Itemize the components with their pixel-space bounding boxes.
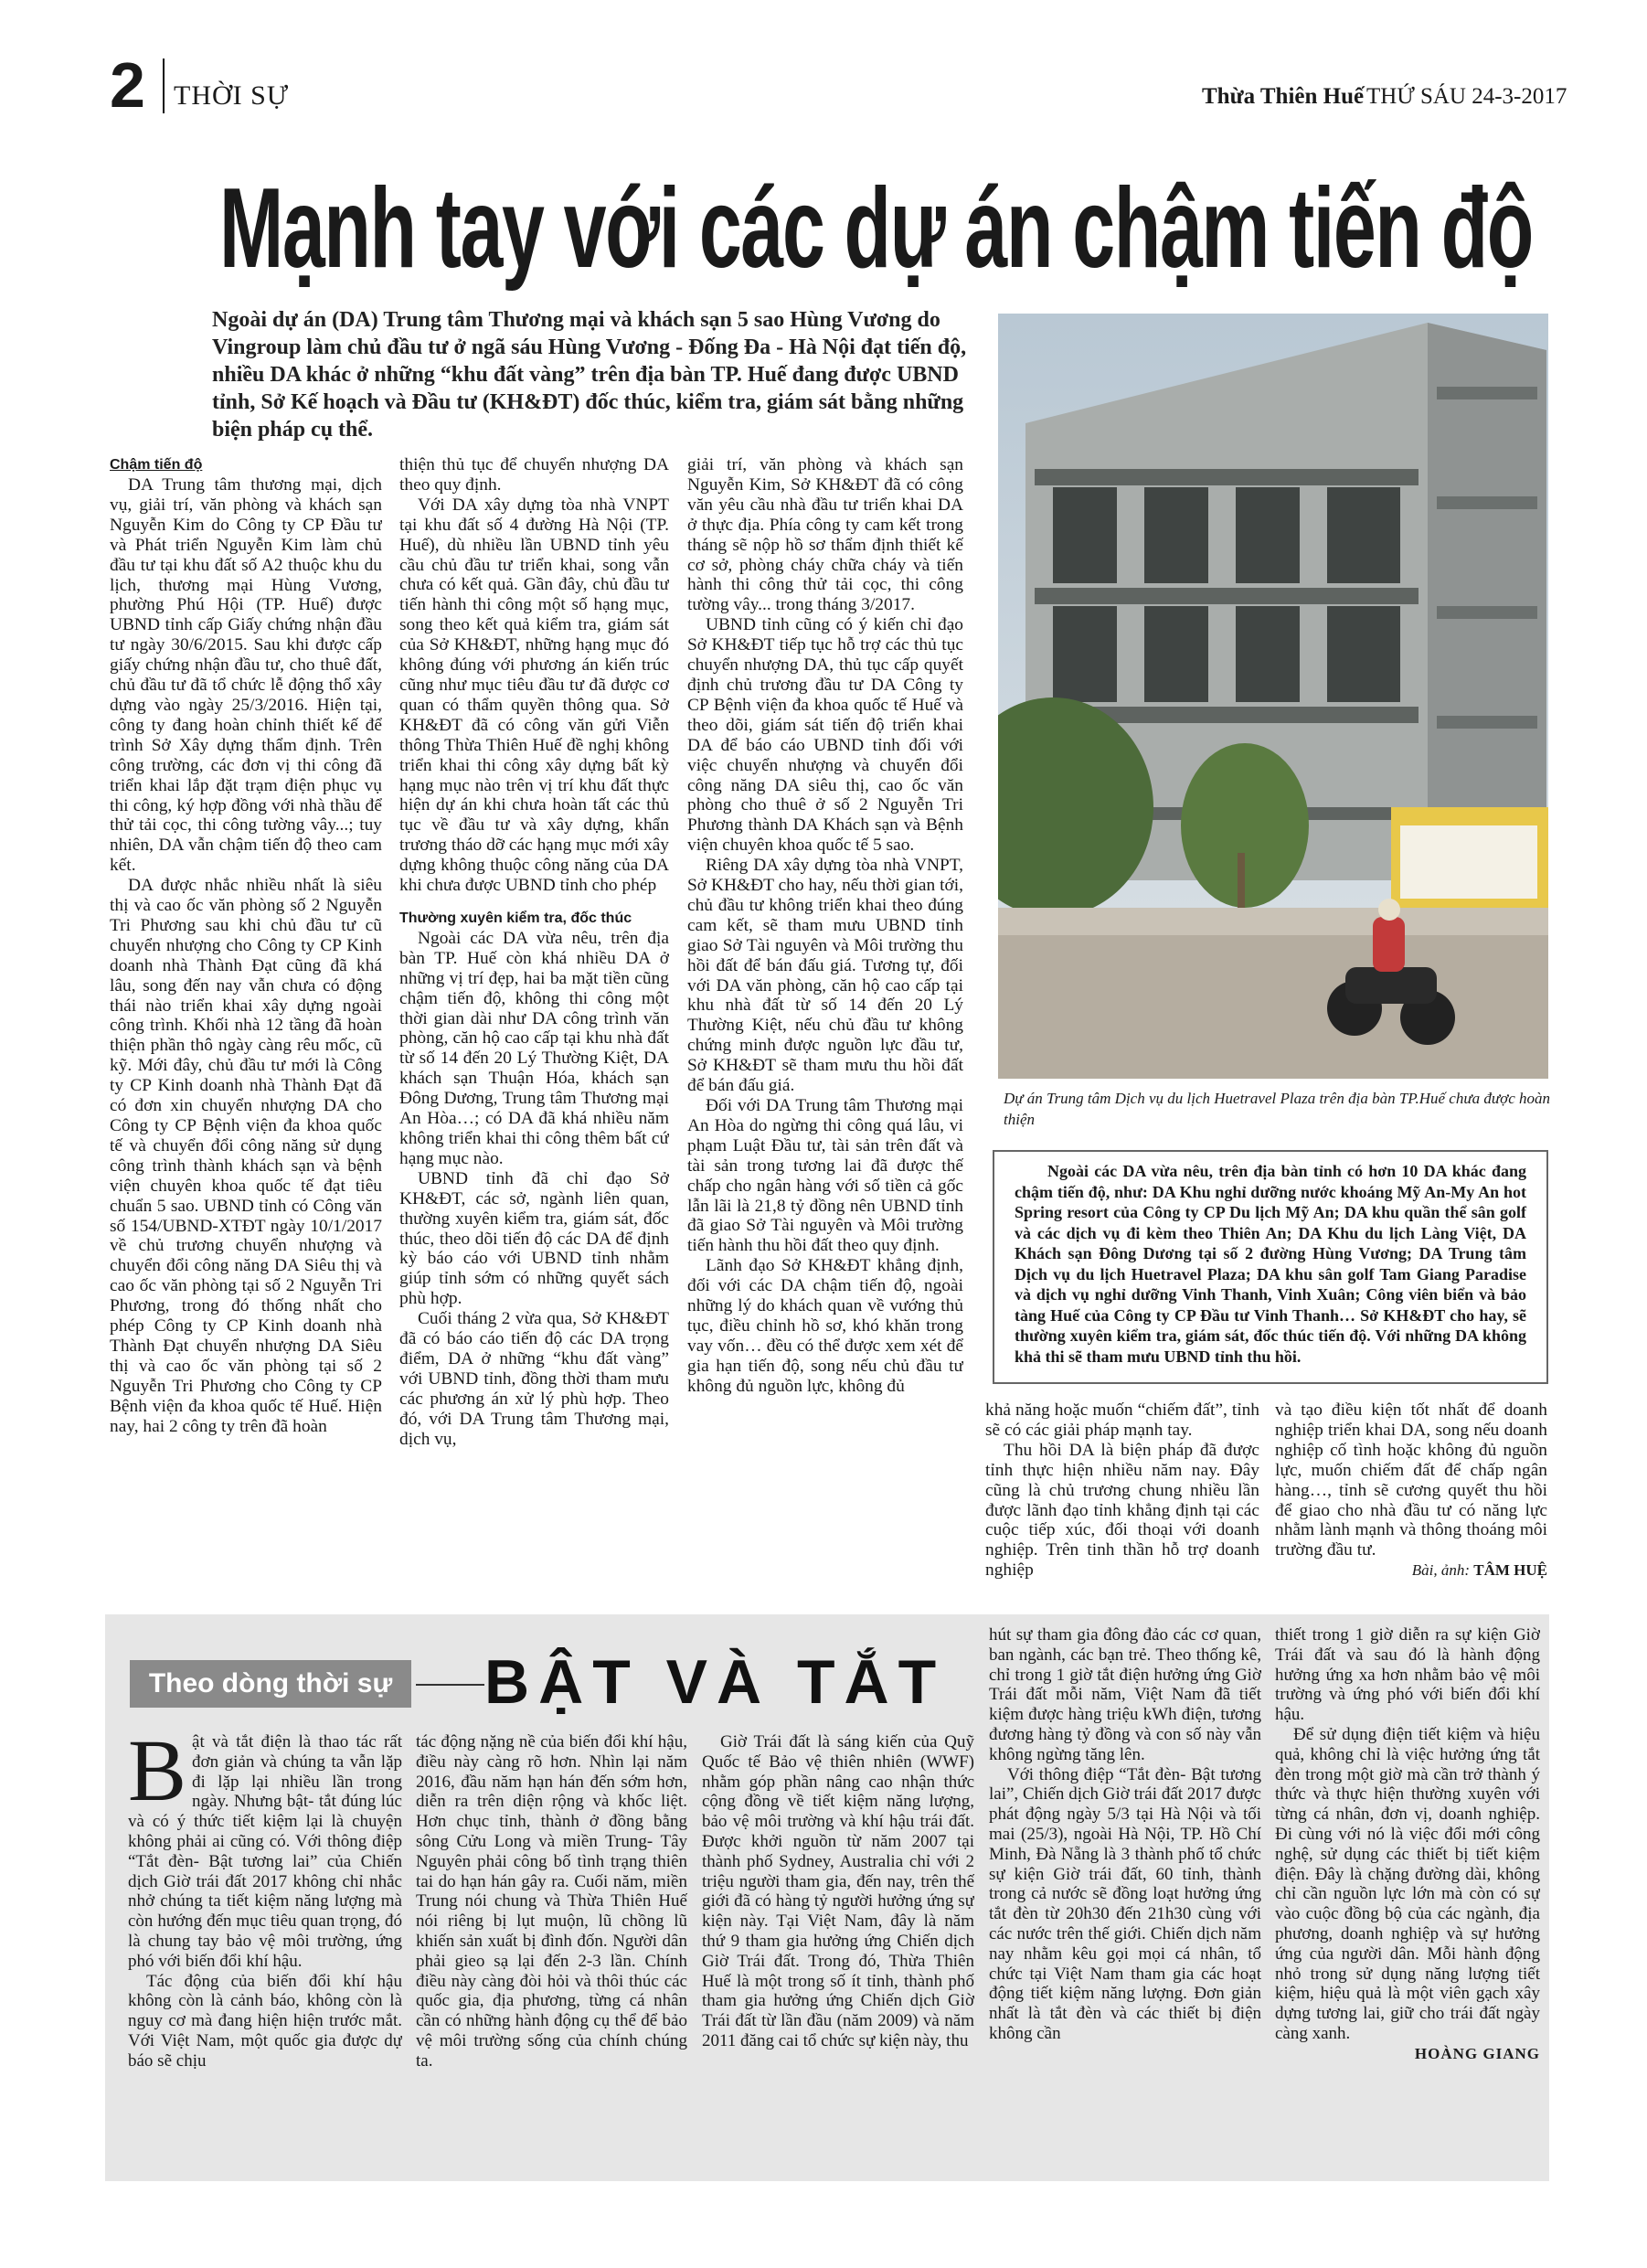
paragraph: Giờ Trái đất là sáng kiến của Quỹ Quốc tế Bảo vệ thiên nhiên (WWF) nhằm góp phần nâng cao nhận thức cộng đồng về tiết kiệm năng lượng, bảo vệ môi trường và khí hậu trái đất. Được khởi nguồn từ năm 2007 tại thành phố Sydney, Australia chỉ với 2 triệu người tham gia, đến nay, trên thế giới đã có hàng tỷ người hưởng ứng sự kiện này. Tại Việt Nam, đây là năm thứ 9 tham gia hưởng ứng Chiến dịch Giờ Trái đất. Trong đó, Thừa Thiên Huế là một trong số ít tỉnh, thành phố tham gia hưởng ứng Chiến dịch Giờ Trái đất từ lần đầu (năm 2009) và năm 2011 đăng cai tổ chức sự kiện này, thu [702, 1732, 974, 2050]
headline [219, 163, 1545, 295]
paragraph: hút sự tham gia đông đảo các cơ quan, ban ngành, các bạn trẻ. Theo thống kê, chỉ trong 1 giờ tắt điện hưởng ứng Giờ Trái đất mỗi năm, Việt Nam đã tiết kiệm được hàng triệu kWh điện, tương đương hàng tỷ đồng và con số này vẫn không ngừng tăng lên. [989, 1625, 1261, 1764]
drop-cap: B [128, 1732, 187, 1819]
headline-text: Mạnh tay với các dự án chậm tiến độ [219, 165, 1533, 292]
paragraph: UBND tỉnh cũng có ý kiến chỉ đạo Sở KH&ĐT tiếp tục hỗ trợ các thủ tục chuyển nhượng DA, thủ tục cấp quyết định chủ trương đầu tư DA Công ty CP Bệnh viện đa khoa quốc tế Huế và theo dõi, giám sát tiến độ triển khai DA để báo cáo UBND tỉnh đối với việc chuyển nhượng và chuyển đổi công năng DA siêu thị, cao ốc văn phòng cho thuê ở số 2 Nguyễn Tri Phương thành DA Khách sạn và Bệnh viện chuyên khoa quốc tế 5 sao. [687, 615, 963, 856]
article-column-4 [985, 1400, 1259, 1592]
paragraph: ật và tắt điện là thao tác rất đơn giản và chúng ta vẫn lặp đi lặp lại nhiều lần trong ngày. Nhưng bật- tắt đúng lúc và có ý thức tiết kiệm lại là chuyện không phải ai cũng có. Với thông điệp “Tắt đèn- Bật tương lai” của Chiến dịch Giờ trái đất 2017 không chỉ nhắc nhở chúng ta tiết kiệm năng lượng mà còn hướng đến mục tiêu quan trọng, đó là chung tay bảo vệ môi trường, ứng phó với biến đổi khí hậu. [128, 1732, 402, 1971]
article-column-2 [399, 455, 669, 1584]
paragraph: thiết trong 1 giờ diễn ra sự kiện Giờ Trái đất và sau đó là hành động hưởng ứng xa hơn nhằm bảo vệ môi trường và ứng phó với biến đổi khí hậu. [1275, 1625, 1540, 1725]
section-name: THỜI SỰ [174, 80, 290, 111]
photo-caption: Dự án Trung tâm Dịch vụ du lịch Huetravel Plaza trên địa bàn TP.Huế chưa được hoàn thiện [1004, 1090, 1550, 1128]
byline-label: Bài, ảnh: [1411, 1561, 1470, 1580]
tag-rule [416, 1684, 484, 1686]
commentary-column-5 [1275, 1625, 1540, 2174]
paragraph: UBND tỉnh đã chỉ đạo Sở KH&ĐT, các sở, ngành liên quan, thường xuyên kiểm tra, giám sát, đốc thúc, theo dõi tiến độ các DA để định kỳ báo cáo với UBND tỉnh nhằm giúp tỉnh sớm có những quyết sách phù hợp. [399, 1168, 669, 1309]
article-lead: Ngoài dự án (DA) Trung tâm Thương mại và khách sạn 5 sao Hùng Vương do Vingroup làm chủ đầu tư ở ngã sáu Hùng Vương - Đống Đa - Hà Nội đạt tiến độ, nhiều DA khác ở những “khu đất vàng” trên địa bàn TP. Huế đang được UBND tỉnh, Sở Kế hoạch và Đầu tư (KH&ĐT) đốc thúc, kiểm tra, giám sát bằng những biện pháp cụ thể. [212, 308, 967, 442]
commentary-column-2 [416, 1732, 687, 2167]
paragraph: thiện thủ tục để chuyển nhượng DA theo quy định. [399, 455, 669, 495]
paragraph: khả năng hoặc muốn “chiếm đất”, tỉnh sẽ có các giải pháp mạnh tay. [985, 1400, 1259, 1440]
paragraph: Riêng DA xây dựng tòa nhà VNPT, Sở KH&ĐT cho hay, nếu thời gian tới, chủ đầu tư không triển khai theo đúng cam kết, sẽ tham mưu UBND tỉnh giao Sở Tài nguyên và Môi trường thu hồi đất để bán đấu giá. Tương tự, đối với DA văn phòng, căn hộ cao cấp tại khu nhà đất từ số 14 đến 20 Lý Thường Kiệt, nếu chủ đầu tư không chứng minh được nguồn lực đầu tư, Sở KH&ĐT sẽ tham mưu thu hồi đất để bán đấu giá. [687, 856, 963, 1096]
paragraph: giải trí, văn phòng và khách sạn Nguyễn Kim, Sở KH&ĐT đã có công văn yêu cầu nhà đầu tư triển khai DA ở thực địa. Phía công ty cam kết trong tháng sẽ nộp hồ sơ thẩm định thiết kế cơ sở, phòng cháy chữa cháy và tiến hành thi công thử tải cọc, thi công tường vây... trong tháng 3/2017. [687, 455, 963, 615]
commentary-column-1 [128, 1732, 402, 2167]
info-box-text: Ngoài các DA vừa nêu, trên địa bàn tỉnh có hơn 10 DA khác đang chậm tiến độ, như: DA Khu nghỉ dưỡng nước khoáng Mỹ An-My An hot Spring resort của Công ty CP Du lịch Mỹ An; DA khu quần thể sân golf và các dịch vụ đi kèm theo Thiên An; DA Khu du lịch Làng Việt, DA Khách sạn Đông Dương tại số 2 đường Hùng Vương; DA Trung tâm Dịch vụ du lịch Huetravel Plaza; DA khu sân golf Tam Giang Paradise và dịch vụ nghỉ dưỡng Vinh Thanh, Vinh Xuân; Công viên biển và bảo tàng Huế của Công ty CP Đầu tư Vinh Thanh… Sở KH&ĐT cho hay, sẽ thường xuyên kiểm tra, giám sát, đốc thúc tiến độ. Với những DA không khả thi sẽ tham mưu UBND tỉnh thu hồi. [1015, 1162, 1526, 1366]
header-divider [163, 59, 165, 113]
paragraph: Để sử dụng điện tiết kiệm và hiệu quả, không chỉ là việc hưởng ứng tắt đèn trong một giờ mà cần trở thành ý thức và thực hiện thường xuyên với từng cá nhân, đơn vị, doanh nghiệp. Đi cùng với nó là việc đổi mới công nghệ, sử dụng các thiết bị tiết kiệm điện. Đây là chặng đường dài, không chỉ cần nguồn lực lớn mà còn có sự vào cuộc đồng bộ của các ngành, địa phương, doanh nghiệp và sự hưởng ứng của người dân. Mỗi hành động nhỏ trong sử dụng năng lượng tiết kiệm, hiệu quả là một viên gạch xây dựng tương lai, giữ cho trái đất ngày càng xanh. [1275, 1724, 1540, 2043]
article-column-3 [687, 455, 963, 1584]
article-column-5 [1275, 1400, 1547, 1592]
building-photo-illustration [998, 314, 1548, 1079]
commentary-column-3 [702, 1732, 974, 2167]
byline-name: TÂM HUỆ [1473, 1561, 1547, 1580]
paragraph: Thu hồi DA là biện pháp đã được tỉnh thực hiện nhiều năm nay. Đây cũng là chủ trương chung nhiều lần được lãnh đạo tỉnh khẳng định tại các cuộc tiếp xúc, đối thoại với doanh nghiệp. Trên tinh thần hỗ trợ doanh nghiệp [985, 1440, 1259, 1581]
paragraph: Cuối tháng 2 vừa qua, Sở KH&ĐT đã có báo cáo tiến độ các DA trọng điểm, DA ở những “khu đất vàng” với UBND tỉnh, đồng thời tham mưu các phương án xử lý phù hợp. Theo đó, với DA Trung tâm Thương mại, dịch vụ, [399, 1309, 669, 1449]
paragraph: Với DA xây dựng tòa nhà VNPT tại khu đất số 4 đường Hà Nội (TP. Huế), dù nhiều lần UBND tỉnh yêu cầu chủ đầu tư triển khai, song vẫn chưa có kết quả. Gần đây, chủ đầu tư tiến hành thi công một số hạng mục, song theo kết quả kiểm tra, giám sát của Sở KH&ĐT, những hạng mục đó không đúng với phương án kiến trúc cũng như mục tiêu đầu tư đã được cơ quan có thẩm quyền thông qua. Sở KH&ĐT đã có công văn gửi Viễn thông Thừa Thiên Huế đề nghị không triển khai thi công xây dựng bất kỳ hạng mục nào trên vị trí khu đất thực hiện dự án khi chưa hoàn tất các thủ tục về đầu tư và xây dựng, khẩn trương tháo dỡ các hạng mục mới xây dựng không thuộc công năng của DA khi chưa được UBND tỉnh cho phép [399, 495, 669, 896]
paragraph: và tạo điều kiện tốt nhất để doanh nghiệp triển khai DA, song nếu doanh nghiệp cố tình hoặc không đủ nguồn lực, muốn chiếm đất để chấp ngân hàng…, tỉnh sẽ cương quyết thu hồi để giao cho nhà đầu tư có năng lực nhằm lành mạnh và thông thoáng môi trường đầu tư. [1275, 1400, 1547, 1560]
commentary-title: BẬT VÀ TẮT [484, 1647, 946, 1717]
commentary-tag: Theo dòng thời sự [130, 1660, 411, 1708]
newspaper-name: Thừa Thiên Huế [1202, 84, 1365, 109]
info-box [993, 1150, 1548, 1384]
article-column-1 [110, 455, 382, 1584]
paragraph: Lãnh đạo Sở KH&ĐT khẳng định, đối với các DA chậm tiến độ, ngoài những lý do khách quan về vướng thủ tục, điều chỉnh hồ sơ, khó khăn trong vay vốn… đều có thể được xem xét để gia hạn tiến độ, song nếu chủ đầu tư không đủ nguồn lực, không đủ [687, 1256, 963, 1396]
paragraph: Với thông điệp “Tắt đèn- Bật tương lai”, Chiến dịch Giờ trái đất 2017 được phát động ngày 5/3 tại Hà Nội và tối mai (25/3), ngoài Hà Nội, TP. Hồ Chí Minh, Đà Nẵng là 3 thành phố tổ chức sự kiện Giờ trái đất, 60 tỉnh, thành trong cả nước sẽ đồng loạt hưởng ứng tắt đèn từ 20h30 đến 21h30 cùng với các nước trên thế giới. Chiến dịch năm nay nhằm kêu gọi mọi cá nhân, tổ chức tại Việt Nam tham gia các hoạt động tiết kiệm năng lượng. Đơn giản nhất là tắt đèn và các thiết bị điện không cần [989, 1764, 1261, 2043]
commentary-author: HOÀNG GIANG [1414, 2044, 1540, 2062]
issue-date: THỨ SÁU 24-3-2017 [1366, 84, 1567, 109]
page-number: 2 [110, 49, 145, 121]
paragraph: tác động nặng nề của biến đổi khí hậu, điều này càng rõ hơn. Nhìn lại năm 2016, đầu năm hạn hán đến sớm hơn, diễn ra trên diện rộng và khốc liệt. Hơn chục tỉnh, thành ở đồng bằng sông Cửu Long và miền Trung- Tây Nguyên phải công bố tình trạng thiên tai do hạn hán gây ra. Cuối năm, miền Trung nói chung và Thừa Thiên Huế nói riêng bị lụt muộn, lũ chồng lũ khiến sản xuất bị đình đốn. Người dân phải gieo sạ lại đến 2-3 lần. Chính điều này càng đòi hỏi và thôi thúc các quốc gia, địa phương, từng cá nhân cần có những hành động cụ thể để bảo vệ môi trường sống của chính chúng ta. [416, 1732, 687, 2071]
byline [1275, 1560, 1547, 1581]
subhead-slow-progress: Chậm tiến độ [110, 457, 203, 473]
paragraph: Ngoài các DA vừa nêu, trên địa bàn TP. Huế còn khá nhiều DA ở những vị trí đẹp, hai ba mặt tiền cũng chậm tiến độ, không thi công một thời gian dài như DA công trình văn phòng, căn hộ cao cấp tại khu nhà đất từ số 14 đến 20 Lý Thường Kiệt, DA khách sạn Thuận Hóa, khách sạn Đông Dương, Trung tâm Thương mại An Hòa…; có DA đã khá nhiều năm không triển khai thi công thêm bất cứ hạng mục nào. [399, 928, 669, 1168]
article-photo [998, 314, 1548, 1079]
paragraph: Đối với DA Trung tâm Thương mại An Hòa do ngừng thi công quá lâu, vi phạm Luật Đầu tư, tài sản trên đất và tài sản trong tương lai đã được thế chấp cho ngân hàng với số tiền cả gốc lẫn lãi là 21,8 tỷ đồng nên UBND tỉnh đã giao Sở Tài nguyên và Môi trường tiến hành thu hồi đất theo quy định. [687, 1096, 963, 1256]
paragraph: Tác động của biến đổi khí hậu không còn là cảnh báo, không còn là nguy cơ mà đang hiện hiện trước mắt. Với Việt Nam, một quốc gia được dự báo sẽ chịu [128, 1971, 402, 2071]
paragraph: DA Trung tâm thương mại, dịch vụ, giải trí, văn phòng và khách sạn Nguyễn Kim do Công ty CP Đầu tư và Phát triển Nguyễn Kim làm chủ đầu tư tại khu đất số A2 thuộc khu du lịch, thương mại Hùng Vương, phường Phú Hội (TP. Huế) được UBND tỉnh cấp Giấy chứng nhận đầu tư ngày 30/6/2015. Sau khi được cấp giấy chứng nhận đầu tư, cho thuê đất, chủ đầu tư đã tổ chức lễ động thổ xây dựng vào ngày 25/3/2016. Hiện tại, công ty đang hoàn chỉnh thiết kế để trình Sở Xây dựng thẩm định. Trên công trường, các đơn vị thi công đã triển khai lắp đặt trạm điện phục vụ thi công, ký hợp đồng với nhà thầu để thử tải cọc, thi công tường vây...; tuy nhiên, DA vẫn chậm tiến độ theo cam kết. [110, 475, 382, 876]
paragraph: DA được nhắc nhiều nhất là siêu thị và cao ốc văn phòng số 2 Nguyễn Tri Phương sau khi chủ đầu tư cũ chuyển nhượng cho Công ty CP Kinh doanh nhà Thành Đạt cũng đã khá lâu, song đến nay vẫn chưa có động thái nào triển khai xây dựng ngoài công trình. Khối nhà 12 tầng đã hoàn thiện phần thô ngày càng rêu mốc, cũ kỹ. Mới đây, chủ đầu tư mới là Công ty CP Kinh doanh nhà Thành Đạt đã có đơn xin chuyển nhượng DA cho Công ty CP Bệnh viện đa khoa quốc tế và chuyển đổi công năng sử dụng công trình thành khách sạn và bệnh viện chuyên khoa quốc tế đạt tiêu chuẩn 5 sao. UBND tỉnh có Công văn số 154/UBND-XTĐT ngày 10/1/2017 về chủ trương chuyển nhượng và chuyển đổi công năng DA Siêu thị và cao ốc văn phòng tại số 2 Nguyễn Tri Phương, trong đó thống nhất cho phép Công ty CP Kinh doanh nhà Thành Đạt chuyển nhượng DA Siêu thị và cao ốc văn phòng tại số 2 Nguyễn Tri Phương cho Công ty CP Bệnh viện đa khoa quốc tế Huế. Hiện nay, hai 2 công ty trên đã hoàn [110, 876, 382, 1436]
commentary-column-4 [989, 1625, 1261, 2174]
subhead-inspection: Thường xuyên kiểm tra, đốc thúc [399, 910, 632, 926]
